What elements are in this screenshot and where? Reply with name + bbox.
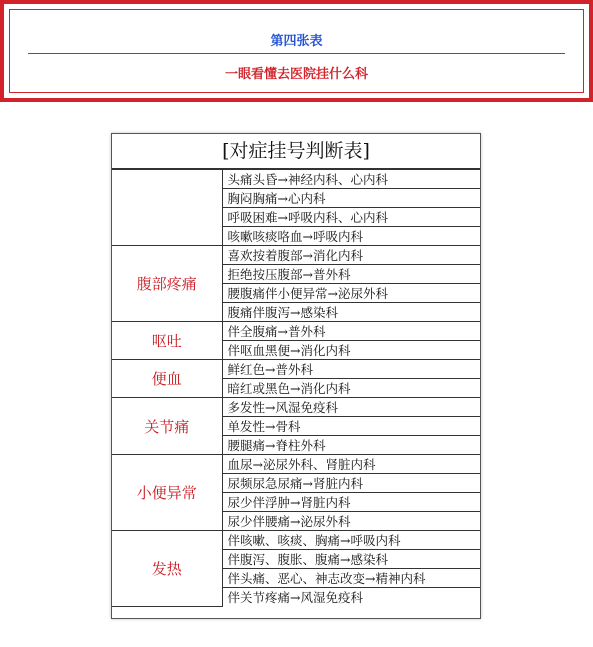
banner-divider bbox=[28, 53, 565, 54]
category-cell: 呕吐 bbox=[112, 322, 222, 360]
category-cell: 发热 bbox=[112, 531, 222, 607]
symptom-item: 尿少伴腰痛→泌尿外科 bbox=[222, 512, 480, 531]
symptom-item: 伴头痛、恶心、神志改变→精神内科 bbox=[222, 569, 480, 588]
symptom-item: 胸闷胸痛→心内科 bbox=[222, 189, 480, 208]
symptom-item: 伴咳嗽、咳痰、胸痛→呼吸内科 bbox=[222, 531, 480, 550]
symptom-item: 伴全腹痛→普外科 bbox=[222, 322, 480, 341]
table-row bbox=[112, 246, 480, 265]
table-row bbox=[112, 360, 480, 379]
symptom-item: 腰腹痛伴小便异常→泌尿外科 bbox=[222, 284, 480, 303]
symptom-item: 鲜红色→普外科 bbox=[222, 360, 480, 379]
symptom-item: 尿频尿急尿痛→肾脏内科 bbox=[222, 474, 480, 493]
category-cell bbox=[112, 170, 222, 246]
symptom-item: 腰腿痛→脊柱外科 bbox=[222, 436, 480, 455]
symptom-item: 咳嗽咳痰咯血→呼吸内科 bbox=[222, 227, 480, 246]
banner-title: 第四张表 bbox=[270, 34, 323, 49]
symptom-item: 头痛头昏→神经内科、心内科 bbox=[222, 170, 480, 189]
header-banner bbox=[0, 0, 593, 102]
category-cell: 腹部疼痛 bbox=[112, 246, 222, 322]
symptom-item: 喜欢按着腹部→消化内科 bbox=[222, 246, 480, 265]
banner-subtitle: 一眼看懂去医院挂什么科 bbox=[224, 67, 368, 82]
table-row bbox=[112, 455, 480, 474]
symptom-item: 暗红或黑色→消化内科 bbox=[222, 379, 480, 398]
table-row bbox=[112, 531, 480, 550]
symptom-table bbox=[112, 169, 480, 607]
symptom-item: 尿少伴浮肿→肾脏内科 bbox=[222, 493, 480, 512]
category-cell: 小便异常 bbox=[112, 455, 222, 531]
symptom-table-image bbox=[111, 133, 481, 619]
symptom-item: 伴呕血黑便→消化内科 bbox=[222, 341, 480, 360]
symptom-item: 血尿→泌尿外科、肾脏内科 bbox=[222, 455, 480, 474]
table-row bbox=[112, 322, 480, 341]
category-cell: 便血 bbox=[112, 360, 222, 398]
symptom-item: 伴腹泻、腹胀、腹痛→感染科 bbox=[222, 550, 480, 569]
banner-inner-frame bbox=[9, 9, 584, 93]
table-title: [对症挂号判断表] bbox=[112, 134, 480, 169]
symptom-item: 伴关节疼痛→风湿免疫科 bbox=[222, 588, 480, 607]
category-cell: 关节痛 bbox=[112, 398, 222, 455]
symptom-item: 腹痛伴腹泻→感染科 bbox=[222, 303, 480, 322]
symptom-item: 呼吸困难→呼吸内科、心内科 bbox=[222, 208, 480, 227]
symptom-item: 单发性→骨科 bbox=[222, 417, 480, 436]
table-row bbox=[112, 170, 480, 189]
table-row bbox=[112, 398, 480, 417]
symptom-item: 拒绝按压腹部→普外科 bbox=[222, 265, 480, 284]
symptom-item: 多发性→风湿免疫科 bbox=[222, 398, 480, 417]
